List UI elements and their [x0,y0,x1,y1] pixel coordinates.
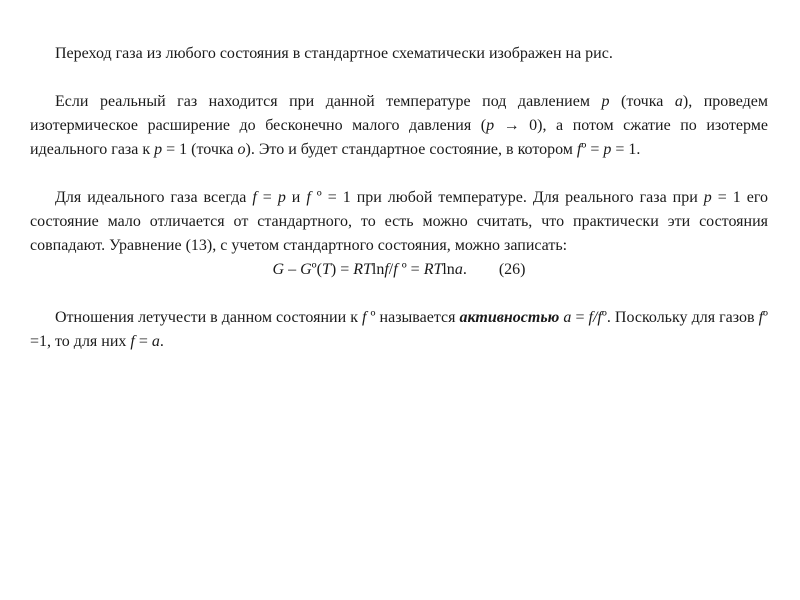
eq-var-T: T [321,261,331,278]
var-f: f [130,333,135,350]
var-a: a [563,309,572,326]
equation-26 [30,258,768,282]
p3-text-5: = 1 его состояние мало отличается от стандартного, то есть можно считать, что практически эти состояния совпадают. Уравнение (13), с учетом стандартного состояния, можно записать: [30,189,769,254]
eq-ln: ln [442,261,455,278]
var-o: o [237,141,246,158]
eq-slash: / [388,261,394,278]
p4-text-2: º называется [366,309,460,326]
paragraph-1-text: Переход газа из любого состояния в стандартное схематически изображен на рис. [55,45,613,62]
var-p: p [277,189,286,206]
var-p: p [154,141,163,158]
p2-text-8: = 1. [611,141,641,158]
var-f: f [576,141,582,158]
var-a: a [674,93,683,110]
paragraph-2 [30,90,768,162]
p2-text-5: = 1 (точка [162,141,238,158]
p2-text-2: (точка [609,93,675,110]
eq-ln: ln [371,261,385,278]
var-p: p [703,189,712,206]
eq-dot: . [462,261,467,278]
p4-text-7: = [134,333,152,350]
eq-minus: – [284,261,301,278]
eq-var-G: G [272,261,285,278]
eq-degree: º( [311,261,322,278]
var-p: p [603,141,612,158]
eq-var-a: a [454,261,463,278]
p4-text-6: º =1, то для них [30,309,769,350]
equation-number: (26) [466,261,526,278]
var-p: p [486,117,495,134]
var-a: a [151,333,160,350]
paragraph-3 [30,186,768,258]
p4-text-1: Отношения летучести в данном состоянии к [55,309,363,326]
var-f: f [362,309,367,326]
p2-text-7: º = [581,141,604,158]
eq-var-f: f [393,261,398,278]
document-body [30,42,768,378]
paragraph-4 [30,306,768,354]
eq-var-G: G [300,261,312,278]
var-f: f [758,309,764,326]
p2-text-4: → 0), а потом сжатие по изотерме идеального газа к [30,117,768,158]
eq-var-RT: RT [353,261,372,278]
p2-text-3: ), проведем изотермическое расширение до бесконечно малого давления ( [30,93,768,134]
paragraph-1 [30,42,768,66]
p2-text-1: Если реальный газ находится при данной температуре под давлением [55,93,602,110]
p3-text-2: = [256,189,278,206]
p3-text-4: º = 1 при любой температуре. Для реального газа при [310,189,704,206]
eq-equals: ) = [330,261,354,278]
eq-var-f: f [384,261,389,278]
p3-text-1: Для идеального газа всегда [55,189,253,206]
var-f-ratio: f/f [588,309,602,326]
var-p: p [601,93,610,110]
var-f: f [306,189,311,206]
p2-text-6: ). Это и будет стандартное состояние, в котором [245,141,577,158]
term-activity: активностью [459,309,560,326]
eq-var-RT: RT [423,261,443,278]
p4-text-4: = [571,309,589,326]
p4-text-5: º. Поскольку для газов [601,309,759,326]
eq-equals: º = [397,261,424,278]
p4-text-8: . [159,333,164,350]
p3-text-3: и [285,189,307,206]
var-f: f [252,189,257,206]
